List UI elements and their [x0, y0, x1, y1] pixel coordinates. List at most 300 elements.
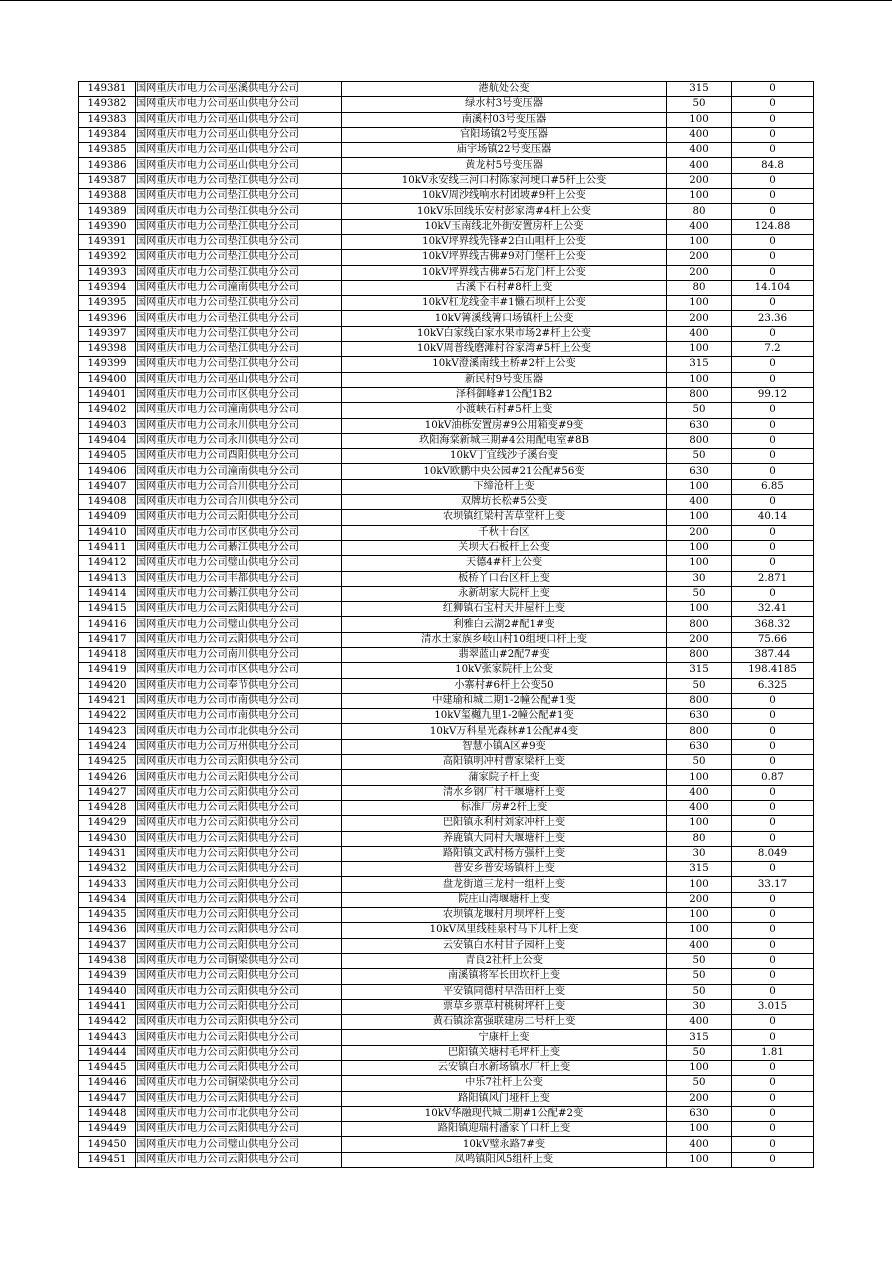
row-id-cell: 149383: [79, 112, 136, 127]
value-cell: 0.87: [732, 770, 814, 785]
value-cell: 0: [732, 173, 814, 188]
capacity-cell: 400: [667, 1015, 732, 1030]
company-cell: 国网重庆市电力公司市北供电分公司: [136, 1106, 342, 1121]
row-id-cell: 149442: [79, 1015, 136, 1030]
row-id-cell: 149446: [79, 1076, 136, 1091]
company-cell: 国网重庆市电力公司巫山供电分公司: [136, 112, 342, 127]
table-row: [79, 678, 814, 693]
row-id-cell: 149401: [79, 387, 136, 402]
row-id-cell: 149390: [79, 219, 136, 234]
transformer-name-cell: 10kV玺樾九里1-2幢公配#1变: [342, 709, 667, 724]
row-id-cell: 149441: [79, 999, 136, 1014]
company-cell: 国网重庆市电力公司云阳供电分公司: [136, 1091, 342, 1106]
value-cell: 2.871: [732, 571, 814, 586]
capacity-cell: 50: [667, 1076, 732, 1091]
table-row: [79, 173, 814, 188]
company-cell: 国网重庆市电力公司市区供电分公司: [136, 525, 342, 540]
capacity-cell: 200: [667, 525, 732, 540]
value-cell: 0: [732, 97, 814, 112]
capacity-cell: 200: [667, 1091, 732, 1106]
row-id-cell: 149449: [79, 1122, 136, 1137]
transformer-name-cell: 青良2社杆上公变: [342, 953, 667, 968]
transformer-name-cell: 永新胡家大院杆上变: [342, 586, 667, 601]
capacity-cell: 200: [667, 265, 732, 280]
row-id-cell: 149438: [79, 953, 136, 968]
transformer-name-cell: 10kV坪界线古佛#5石龙门杆上公变: [342, 265, 667, 280]
table-row: [79, 846, 814, 861]
value-cell: 0: [732, 82, 814, 97]
capacity-cell: 630: [667, 1106, 732, 1121]
company-cell: 国网重庆市电力公司垫江供电分公司: [136, 173, 342, 188]
transformer-name-cell: 玖阳海棠新城三期#4公用配电室#8B: [342, 433, 667, 448]
capacity-cell: 400: [667, 326, 732, 341]
capacity-cell: 200: [667, 173, 732, 188]
capacity-cell: 315: [667, 862, 732, 877]
value-cell: 0: [732, 204, 814, 219]
table-row: [79, 357, 814, 372]
company-cell: 国网重庆市电力公司垫江供电分公司: [136, 311, 342, 326]
value-cell: 0: [732, 1061, 814, 1076]
value-cell: 33.17: [732, 877, 814, 892]
row-id-cell: 149450: [79, 1137, 136, 1152]
value-cell: 0: [732, 449, 814, 464]
row-id-cell: 149432: [79, 862, 136, 877]
value-cell: 3.015: [732, 999, 814, 1014]
capacity-cell: 200: [667, 311, 732, 326]
value-cell: 0: [732, 1030, 814, 1045]
value-cell: 7.2: [732, 342, 814, 357]
value-cell: 0: [732, 969, 814, 984]
value-cell: 23.36: [732, 311, 814, 326]
value-cell: 0: [732, 296, 814, 311]
transformer-name-cell: 双牌坊长松#5公变: [342, 495, 667, 510]
capacity-cell: 800: [667, 617, 732, 632]
row-id-cell: 149443: [79, 1030, 136, 1045]
transformer-name-cell: 翡翠蓝山#2配7#变: [342, 647, 667, 662]
transformer-name-cell: 中建瑜和城二期1-2幢公配#1变: [342, 693, 667, 708]
transformer-name-cell: 黄龙村5号变压器: [342, 158, 667, 173]
capacity-cell: 200: [667, 632, 732, 647]
company-cell: 国网重庆市电力公司垫江供电分公司: [136, 296, 342, 311]
row-id-cell: 149397: [79, 326, 136, 341]
table-row: [79, 296, 814, 311]
value-cell: 6.85: [732, 479, 814, 494]
table-row: [79, 632, 814, 647]
table-row: [79, 97, 814, 112]
table-row: [79, 326, 814, 341]
capacity-cell: 100: [667, 908, 732, 923]
transformer-name-cell: 10kV凤里线桂泉村马下儿杆上变: [342, 923, 667, 938]
company-cell: 国网重庆市电力公司綦江供电分公司: [136, 540, 342, 555]
transformer-name-cell: 云安镇白水新场镇水厂杆上变: [342, 1061, 667, 1076]
value-cell: 198.4185: [732, 663, 814, 678]
company-cell: 国网重庆市电力公司万州供电分公司: [136, 739, 342, 754]
row-id-cell: 149408: [79, 495, 136, 510]
table-row: [79, 540, 814, 555]
row-id-cell: 149440: [79, 984, 136, 999]
value-cell: 6.325: [732, 678, 814, 693]
company-cell: 国网重庆市电力公司巫溪供电分公司: [136, 82, 342, 97]
table-row: [79, 510, 814, 525]
transformer-name-cell: 下缔沧杆上变: [342, 479, 667, 494]
capacity-cell: 400: [667, 785, 732, 800]
capacity-cell: 100: [667, 112, 732, 127]
capacity-cell: 800: [667, 693, 732, 708]
row-id-cell: 149388: [79, 189, 136, 204]
capacity-cell: 50: [667, 678, 732, 693]
transformer-name-cell: 小渡峡石村#5杆上变: [342, 403, 667, 418]
value-cell: 0: [732, 418, 814, 433]
company-cell: 国网重庆市电力公司云阳供电分公司: [136, 969, 342, 984]
value-cell: 0: [732, 785, 814, 800]
company-cell: 国网重庆市电力公司云阳供电分公司: [136, 1152, 342, 1167]
table-row: [79, 311, 814, 326]
transformer-name-cell: 庙宇场镇22号变压器: [342, 143, 667, 158]
transformer-name-cell: 绿水村3号变压器: [342, 97, 667, 112]
table-row: [79, 280, 814, 295]
company-cell: 国网重庆市电力公司云阳供电分公司: [136, 923, 342, 938]
row-id-cell: 149435: [79, 908, 136, 923]
company-cell: 国网重庆市电力公司垫江供电分公司: [136, 189, 342, 204]
capacity-cell: 100: [667, 923, 732, 938]
value-cell: 0: [732, 923, 814, 938]
value-cell: 0: [732, 265, 814, 280]
table-row: [79, 724, 814, 739]
capacity-cell: 400: [667, 1137, 732, 1152]
table-row: [79, 647, 814, 662]
transformer-name-cell: 小寨村#6杆上公变50: [342, 678, 667, 693]
transformer-name-cell: 10kV箐溪线箐口场镇杆上公变: [342, 311, 667, 326]
row-id-cell: 149428: [79, 800, 136, 815]
transformer-name-cell: 路阳镇风门垭杆上变: [342, 1091, 667, 1106]
value-cell: 84.8: [732, 158, 814, 173]
capacity-cell: 100: [667, 1061, 732, 1076]
capacity-cell: 400: [667, 219, 732, 234]
capacity-cell: 100: [667, 877, 732, 892]
row-id-cell: 149391: [79, 234, 136, 249]
value-cell: 0: [732, 816, 814, 831]
capacity-cell: 50: [667, 97, 732, 112]
transformer-name-cell: 10kV油栎安置房#9公用箱变#9变: [342, 418, 667, 433]
capacity-cell: 80: [667, 831, 732, 846]
transformer-name-cell: 标准厂房#2杆上变: [342, 800, 667, 815]
transformer-name-cell: 南溪镇将军长田坎杆上变: [342, 969, 667, 984]
value-cell: 0: [732, 234, 814, 249]
transformer-name-cell: 黄石镇涂富强联建房二号杆上变: [342, 1015, 667, 1030]
row-id-cell: 149409: [79, 510, 136, 525]
capacity-cell: 100: [667, 342, 732, 357]
transformer-name-cell: 巴阳镇永利村刘家冲杆上变: [342, 816, 667, 831]
capacity-cell: 80: [667, 204, 732, 219]
transformer-name-cell: 10kV张家院杆上公变: [342, 663, 667, 678]
transformer-name-cell: 中乐7社杆上公变: [342, 1076, 667, 1091]
company-cell: 国网重庆市电力公司垫江供电分公司: [136, 326, 342, 341]
row-id-cell: 149386: [79, 158, 136, 173]
capacity-cell: 400: [667, 938, 732, 953]
table-row: [79, 571, 814, 586]
table-row: [79, 877, 814, 892]
company-cell: 国网重庆市电力公司垫江供电分公司: [136, 265, 342, 280]
company-cell: 国网重庆市电力公司云阳供电分公司: [136, 1030, 342, 1045]
row-id-cell: 149433: [79, 877, 136, 892]
transformer-name-cell: 泽科御峰#1公配1B2: [342, 387, 667, 402]
value-cell: 0: [732, 357, 814, 372]
table-row: [79, 816, 814, 831]
table-row: [79, 433, 814, 448]
row-id-cell: 149425: [79, 755, 136, 770]
capacity-cell: 100: [667, 296, 732, 311]
row-id-cell: 149419: [79, 663, 136, 678]
company-cell: 国网重庆市电力公司云阳供电分公司: [136, 862, 342, 877]
table-row: [79, 984, 814, 999]
value-cell: 8.049: [732, 846, 814, 861]
table-row: [79, 464, 814, 479]
value-cell: 32.41: [732, 602, 814, 617]
company-cell: 国网重庆市电力公司南川供电分公司: [136, 647, 342, 662]
row-id-cell: 149439: [79, 969, 136, 984]
table-row: [79, 923, 814, 938]
transformer-name-cell: 新民村9号变压器: [342, 372, 667, 387]
company-cell: 国网重庆市电力公司合川供电分公司: [136, 479, 342, 494]
transformer-name-cell: 古溪下石村#8杆上变: [342, 280, 667, 295]
row-id-cell: 149421: [79, 693, 136, 708]
company-cell: 国网重庆市电力公司云阳供电分公司: [136, 816, 342, 831]
value-cell: 0: [732, 1091, 814, 1106]
row-id-cell: 149434: [79, 892, 136, 907]
company-cell: 国网重庆市电力公司市区供电分公司: [136, 663, 342, 678]
table-row: [79, 800, 814, 815]
transformer-name-cell: 10kV坪界线古佛#9对门堡杆上公变: [342, 250, 667, 265]
data-table: [78, 81, 814, 1168]
company-cell: 国网重庆市电力公司云阳供电分公司: [136, 846, 342, 861]
transformer-name-cell: 清水乡钢厂村干堰塘杆上变: [342, 785, 667, 800]
table-row: [79, 1152, 814, 1167]
value-cell: 0: [732, 1015, 814, 1030]
table-row: [79, 1030, 814, 1045]
company-cell: 国网重庆市电力公司云阳供电分公司: [136, 632, 342, 647]
company-cell: 国网重庆市电力公司奉节供电分公司: [136, 678, 342, 693]
table-row: [79, 342, 814, 357]
transformer-name-cell: 票草乡票草村桃树坪杆上变: [342, 999, 667, 1014]
row-id-cell: 149398: [79, 342, 136, 357]
capacity-cell: 50: [667, 403, 732, 418]
transformer-name-cell: 10kV周普线磨滩村谷家湾#5杆上公变: [342, 342, 667, 357]
table-row: [79, 586, 814, 601]
company-cell: 国网重庆市电力公司垫江供电分公司: [136, 234, 342, 249]
value-cell: 0: [732, 433, 814, 448]
row-id-cell: 149429: [79, 816, 136, 831]
row-id-cell: 149424: [79, 739, 136, 754]
transformer-name-cell: 10kV永安线三河口村陈家河埂口#5杆上公变: [342, 173, 667, 188]
table-row: [79, 1076, 814, 1091]
row-id-cell: 149444: [79, 1045, 136, 1060]
row-id-cell: 149399: [79, 357, 136, 372]
transformer-name-cell: 凤鸣镇阳风5组杆上变: [342, 1152, 667, 1167]
company-cell: 国网重庆市电力公司云阳供电分公司: [136, 785, 342, 800]
company-cell: 国网重庆市电力公司云阳供电分公司: [136, 831, 342, 846]
row-id-cell: 149385: [79, 143, 136, 158]
table-row: [79, 862, 814, 877]
value-cell: 0: [732, 495, 814, 510]
row-id-cell: 149426: [79, 770, 136, 785]
value-cell: 1.81: [732, 1045, 814, 1060]
transformer-name-cell: 路阳镇迎瑞村潘家丫口杆上变: [342, 1122, 667, 1137]
company-cell: 国网重庆市电力公司永川供电分公司: [136, 433, 342, 448]
transformer-name-cell: 10kV杠龙线金丰#1懒石坝杆上公变: [342, 296, 667, 311]
value-cell: 0: [732, 464, 814, 479]
table-row: [79, 999, 814, 1014]
company-cell: 国网重庆市电力公司潼南供电分公司: [136, 403, 342, 418]
row-id-cell: 149381: [79, 82, 136, 97]
table-row: [79, 1061, 814, 1076]
row-id-cell: 149422: [79, 709, 136, 724]
transformer-name-cell: 10kV白家线白家水果市场2#杆上公变: [342, 326, 667, 341]
value-cell: 0: [732, 831, 814, 846]
capacity-cell: 100: [667, 1152, 732, 1167]
row-id-cell: 149413: [79, 571, 136, 586]
row-id-cell: 149400: [79, 372, 136, 387]
capacity-cell: 50: [667, 755, 732, 770]
capacity-cell: 400: [667, 158, 732, 173]
capacity-cell: 200: [667, 892, 732, 907]
page-top-border: [0, 0, 892, 1]
value-cell: 0: [732, 326, 814, 341]
row-id-cell: 149416: [79, 617, 136, 632]
transformer-name-cell: 智慧小镇A区#9变: [342, 739, 667, 754]
table-row: [79, 219, 814, 234]
row-id-cell: 149396: [79, 311, 136, 326]
transformer-name-cell: 路阳镇文武村杨方强杆上变: [342, 846, 667, 861]
capacity-cell: 400: [667, 127, 732, 142]
capacity-cell: 100: [667, 1122, 732, 1137]
company-cell: 国网重庆市电力公司云阳供电分公司: [136, 908, 342, 923]
row-id-cell: 149420: [79, 678, 136, 693]
company-cell: 国网重庆市电力公司云阳供电分公司: [136, 984, 342, 999]
value-cell: 0: [732, 800, 814, 815]
capacity-cell: 315: [667, 82, 732, 97]
company-cell: 国网重庆市电力公司铜梁供电分公司: [136, 953, 342, 968]
value-cell: 0: [732, 143, 814, 158]
company-cell: 国网重庆市电力公司铜梁供电分公司: [136, 1076, 342, 1091]
value-cell: 75.66: [732, 632, 814, 647]
company-cell: 国网重庆市电力公司云阳供电分公司: [136, 602, 342, 617]
value-cell: 14.104: [732, 280, 814, 295]
table-row: [79, 418, 814, 433]
table-row: [79, 127, 814, 142]
row-id-cell: 149384: [79, 127, 136, 142]
value-cell: 0: [732, 724, 814, 739]
company-cell: 国网重庆市电力公司巫山供电分公司: [136, 372, 342, 387]
transformer-name-cell: 南溪村03号变压器: [342, 112, 667, 127]
row-id-cell: 149394: [79, 280, 136, 295]
value-cell: 0: [732, 908, 814, 923]
capacity-cell: 100: [667, 602, 732, 617]
table-row: [79, 403, 814, 418]
capacity-cell: 30: [667, 571, 732, 586]
table-row: [79, 755, 814, 770]
table-row: [79, 143, 814, 158]
value-cell: 0: [732, 372, 814, 387]
value-cell: 0: [732, 189, 814, 204]
row-id-cell: 149447: [79, 1091, 136, 1106]
company-cell: 国网重庆市电力公司云阳供电分公司: [136, 892, 342, 907]
capacity-cell: 50: [667, 586, 732, 601]
transformer-name-cell: 官阳场镇2号变压器: [342, 127, 667, 142]
value-cell: 0: [732, 953, 814, 968]
table-row: [79, 265, 814, 280]
value-cell: 99.12: [732, 387, 814, 402]
table-row: [79, 938, 814, 953]
capacity-cell: 630: [667, 739, 732, 754]
table-row: [79, 892, 814, 907]
company-cell: 国网重庆市电力公司巫山供电分公司: [136, 158, 342, 173]
row-id-cell: 149406: [79, 464, 136, 479]
value-cell: 0: [732, 739, 814, 754]
company-cell: 国网重庆市电力公司巫山供电分公司: [136, 97, 342, 112]
table-row: [79, 785, 814, 800]
company-cell: 国网重庆市电力公司云阳供电分公司: [136, 999, 342, 1014]
company-cell: 国网重庆市电力公司市区供电分公司: [136, 387, 342, 402]
row-id-cell: 149405: [79, 449, 136, 464]
transformer-name-cell: 农坝镇红梁村苦草堂杆上变: [342, 510, 667, 525]
table-row: [79, 1091, 814, 1106]
transformer-name-cell: 10kV丁宜线沙子溪台变: [342, 449, 667, 464]
value-cell: 0: [732, 540, 814, 555]
table-row: [79, 387, 814, 402]
transformer-name-cell: 农坝镇龙堰村月坝坪杆上变: [342, 908, 667, 923]
capacity-cell: 100: [667, 556, 732, 571]
capacity-cell: 50: [667, 1045, 732, 1060]
capacity-cell: 800: [667, 433, 732, 448]
table-row: [79, 250, 814, 265]
value-cell: 0: [732, 693, 814, 708]
company-cell: 国网重庆市电力公司垫江供电分公司: [136, 357, 342, 372]
company-cell: 国网重庆市电力公司酉阳供电分公司: [136, 449, 342, 464]
transformer-name-cell: 10kV澄溪南线土桥#2杆上公变: [342, 357, 667, 372]
transformer-name-cell: 清水土家族乡岐山村10组埂口杆上变: [342, 632, 667, 647]
company-cell: 国网重庆市电力公司云阳供电分公司: [136, 770, 342, 785]
row-id-cell: 149448: [79, 1106, 136, 1121]
capacity-cell: 315: [667, 357, 732, 372]
table-row: [79, 495, 814, 510]
company-cell: 国网重庆市电力公司垫江供电分公司: [136, 219, 342, 234]
table-row: [79, 234, 814, 249]
company-cell: 国网重庆市电力公司永川供电分公司: [136, 418, 342, 433]
capacity-cell: 100: [667, 510, 732, 525]
row-id-cell: 149410: [79, 525, 136, 540]
table-row: [79, 1137, 814, 1152]
company-cell: 国网重庆市电力公司市南供电分公司: [136, 693, 342, 708]
row-id-cell: 149427: [79, 785, 136, 800]
row-id-cell: 149411: [79, 540, 136, 555]
row-id-cell: 149404: [79, 433, 136, 448]
value-cell: 124.88: [732, 219, 814, 234]
capacity-cell: 400: [667, 495, 732, 510]
table-row: [79, 770, 814, 785]
company-cell: 国网重庆市电力公司璧山供电分公司: [136, 617, 342, 632]
table-body: [79, 82, 814, 1168]
value-cell: 0: [732, 862, 814, 877]
company-cell: 国网重庆市电力公司云阳供电分公司: [136, 1061, 342, 1076]
table-row: [79, 831, 814, 846]
table-row: [79, 617, 814, 632]
value-cell: 0: [732, 892, 814, 907]
row-id-cell: 149382: [79, 97, 136, 112]
table-row: [79, 602, 814, 617]
table-row: [79, 1045, 814, 1060]
value-cell: 387.44: [732, 647, 814, 662]
value-cell: 0: [732, 938, 814, 953]
